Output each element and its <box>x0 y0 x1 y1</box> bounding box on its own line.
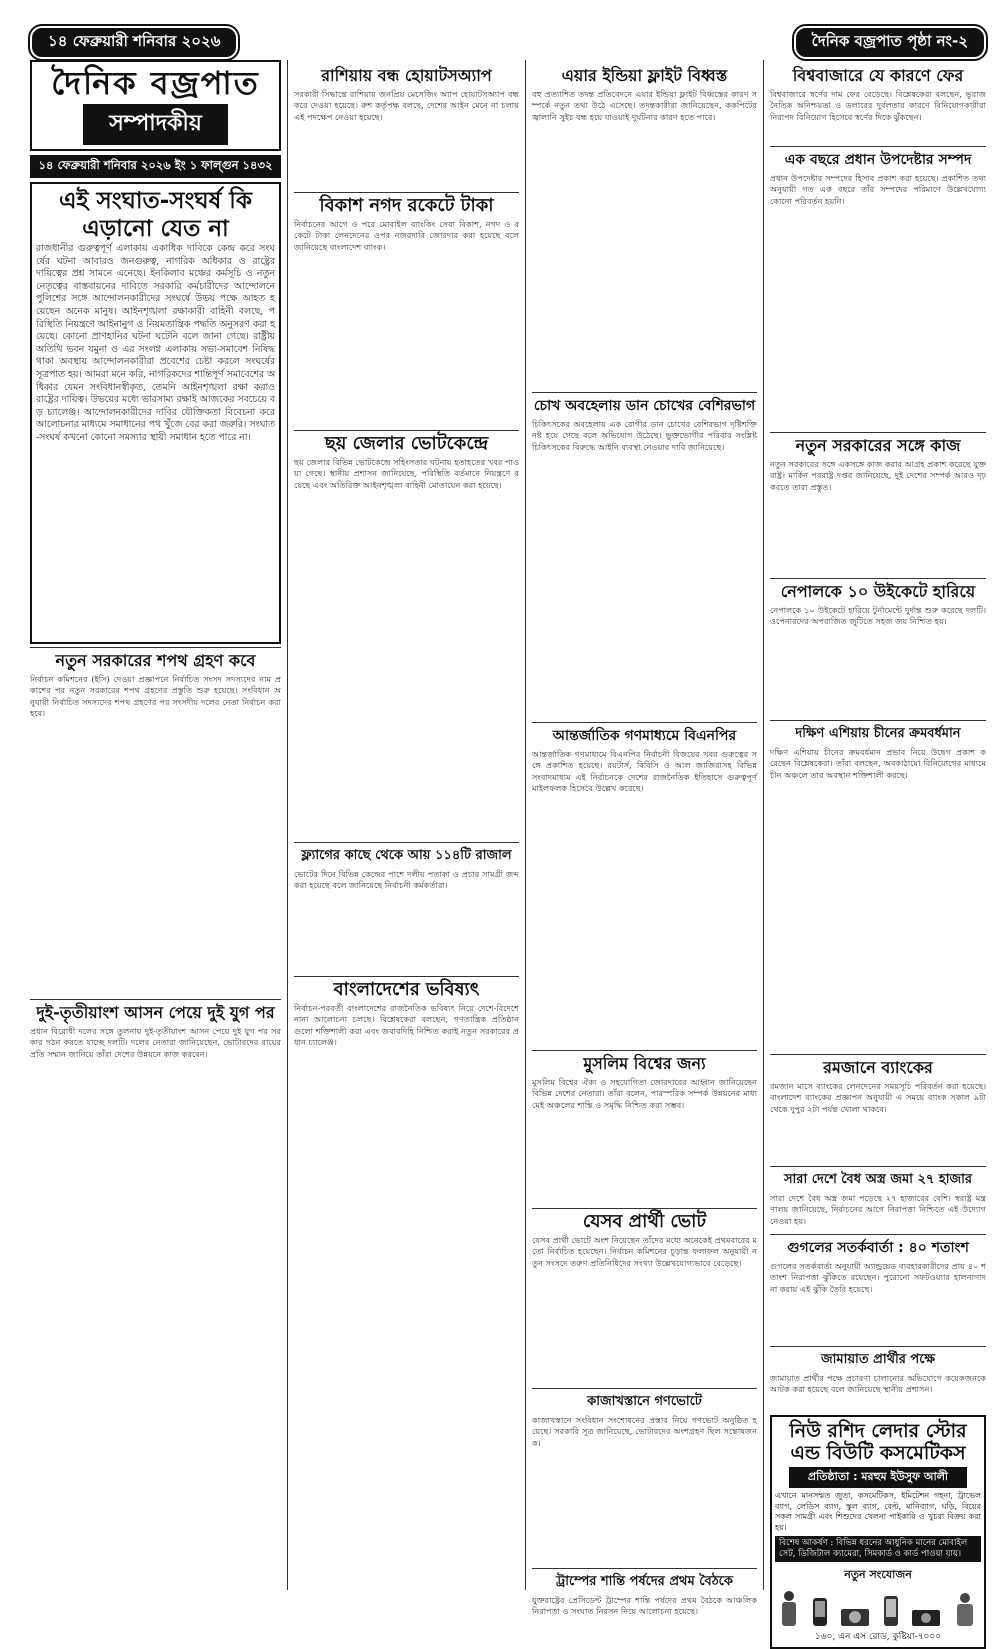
article-title-flag: ফ্ল্যাগের কাছে থেকে আয় ১১৪টি রাজাল <box>294 842 519 866</box>
column-3 <box>526 60 764 1617</box>
article-title-oath: নতুন সরকারের শপথ গ্রহণ কবে <box>30 647 281 671</box>
article-body-nepal: নেপালকে ১০ উইকেটে হারিয়ে টুর্নামেন্টে দুর্দান্ত শুরু করেছে দলটি। ওপেনারদের অপরাজিত জুটিতে সহজ জয় নিশ্চিত হয়। <box>770 605 986 627</box>
person-icon <box>778 1589 800 1627</box>
article-title-candidates: যেসব প্রার্থী ভোট <box>532 1208 757 1232</box>
article-body-bail: জামায়াত প্রার্থীর পক্ষে প্রচারণা চালানোর অভিযোগে কয়েকজনকে আটক করা হয়েছে বলে জানিয়েছে স্থানীয় প্রশাসন। <box>770 1373 986 1395</box>
ad-title: নিউ রশিদ লেদার স্টোর এন্ড বিউটি কসমেটিকস <box>789 1420 967 1464</box>
article-title-nepal: নেপালকে ১০ উইকেটে হারিয়ে <box>770 578 986 602</box>
ad-product-images <box>775 1587 981 1627</box>
article-body-muslim: মুসলিম বিশ্বের ঐক্য ও সহযোগিতা জোরদারের আহ্বান জানিয়েছেন বিভিন্ন দেশের নেতারা। তাঁরা বলেন, পারস্পরিক সম্পর্ক উন্নয়নের মাধ্যমেই অঞ্চলের শান্তি ও সমৃদ্ধি নিশ্চিত করা সম্ভব। <box>532 1077 757 1110</box>
ad-new-label: নতুন সংযোজন <box>844 1568 912 1581</box>
column-4 <box>764 60 986 1642</box>
article-body-trump: যুক্তরাষ্ট্রের প্রেসিডেন্ট ট্রাম্পের শান্তি পর্ষদের প্রথম বৈঠকে আঞ্চলিক নিরাপত্তা ও সংঘাত নিরসন নিয়ে আলোচনা হয়েছে। <box>532 1595 757 1617</box>
article-title-google: গুগলের সতর্কবার্তা : ৪০ শতাংশ <box>770 1234 986 1258</box>
header-date: ১৪ ফেব্রুয়ারী শনিবার ২০২৬ <box>30 26 238 59</box>
editorial-body: রাজধানীর গুরুত্বপূর্ণ এলাকায় একাধিক দাবিকে কেন্দ্র করে সংঘর্ষের ঘটনা আবারও জনগুরুত্ব, নাগরিক অধিকার ও রাষ্ট্রের দায়িত্বের প্রশ্ন সামনে এনেছে। ইনকিলাব মঞ্চের কর্মসূচি ও নতুন নেতৃত্বের বাস্তবায়নের দাবিতে সরকারি কর্মচারীদের আন্দোলনে পুলিশের সঙ্গে আন্দোলনকারীদের সংঘর্ষে উভয় পক্ষে আহত হয়েছেন অনেক মানুষ। আইনশৃঙ্খলা রক্ষাকারী বাহিনী বলছে, পরিস্থিতি নিয়ন্ত্রণে আইনানুগ ও নিয়মতান্ত্রিক পদ্ধতি অনুসরণ করা হয়েছে। কোনো প্রাণহানির ঘটনা ঘটেনি বলে জানা গেছে। রাষ্ট্রীয় অতিথি ভবন যমুনা ও এর সংলগ্ন এলাকায় সভা-সমাবেশ নিষিদ্ধ থাকা অবস্থায় আন্দোলনকারীরা প্রবেশের চেষ্টা করলে সংঘর্ষের সূত্রপাত হয়। আমরা মনে করি, নাগরিকদের শান্তিপূর্ণ সমাবেশের অধিকার যেমন সংবিধানস্বীকৃত, তেমনি আইনশৃঙ্খলা রক্ষা করাও রাষ্ট্রের দায়িত্ব। উভয়ের মধ্যে ভারসাম্য রক্ষাই আজকের সবচেয়ে বড় চ্যালেঞ্জ। আন্দোলনকারীদের দাবির যৌক্তিকতা বিবেচনা করে আলোচনার মাধ্যমে সমাধানের পথ খুঁজে বের করা জরুরি। সংঘাত-সংঘর্ষ কখনো কোনো সমস্যার স্থায়ী সমাধান হতে পারে না। <box>36 243 275 443</box>
newspaper-name: দৈনিক বজ্রপাত <box>51 64 260 102</box>
ad-special: বিশেষ আকর্ষণ : বিভিন্ন ধরনের আধুনিক মানের মোবাইল সেট, ডিজিটাল ক্যামেরা, সিমকার্ড ও কার্ড পাওয়া যায়। <box>775 1536 981 1562</box>
article-title-advisor: এক বছরে প্রধান উপদেষ্টার সম্পদ <box>770 146 986 170</box>
editorial <box>30 182 281 644</box>
article-body-eye: চিকিৎসকের অবহেলায় এক রোগীর ডান চোখের বেশিরভাগ দৃষ্টিশক্তি নষ্ট হয়ে গেছে বলে অভিযোগ উঠেছে। ভুক্তভোগীর পরিবার সংশ্লিষ্ট চিকিৎসকের বিরুদ্ধে আইনি ব্যবস্থা নেওয়ার দাবি জানিয়েছে। <box>532 419 757 452</box>
article-body-future: নির্বাচন-পরবর্তী বাংলাদেশের রাজনৈতিক ভবিষ্যৎ নিয়ে দেশে-বিদেশে নানা আলোচনা চলছে। বিশ্লেষকেরা বলছেন, গণতান্ত্রিক প্রতিষ্ঠানগুলো শক্তিশালী করা এবং জবাবদিহি নিশ্চিত করাই নতুন সরকারের প্রধান চ্যালেঞ্জ। <box>294 1003 519 1047</box>
article-title-airindia: এয়ার ইন্ডিয়া ফ্লাইট বিধ্বস্ত <box>561 66 728 85</box>
article-body-weapons: সারা দেশে বৈধ অস্ত্র জমা পড়েছে ২৭ হাজারের বেশি। স্বরাষ্ট্র মন্ত্রণালয় জানিয়েছে, নির্বাচনের আগে নিরাপত্তা নিশ্চিতে এই উদ্যোগ নেওয়া হয়। <box>770 1193 986 1226</box>
article-title-china: দক্ষিণ এশিয়ায় চীনের ক্রমবর্ধমান <box>770 720 986 744</box>
article-title-newgov: নতুন সরকারের সঙ্গে কাজ <box>770 432 986 456</box>
article-body-flag: ভোটের দিনে বিভিন্ন কেন্দ্রের পাশে দলীয় পতাকা ও প্রচার সামগ্রী জব্দ করা হয়েছে বলে জানিয়েছে নির্বাচনী কর্মকর্তারা। <box>294 869 519 891</box>
article-body-advisor: প্রধান উপদেষ্টার সম্পদের হিসাব প্রকাশ করা হয়েছে। প্রকাশিত তথ্য অনুযায়ী গত এক বছরে তাঁর সম্পদের পরিমাণে উল্লেখযোগ্য কোনো পরিবর্তন হয়নি। <box>770 173 986 206</box>
article-body-bkash: নির্বাচনের আগে ও পরে মোবাইল ব্যাংকিং সেবা বিকাশ, নগদ ও রকেটে টাকা লেনদেনের ওপর নজরদারি জোরদার করা হয়েছে বলে জানিয়েছে বাংলাদেশ ব্যাংক। <box>294 219 519 252</box>
ad-address: ১৬০, এন এস রোড, কুষ্টিয়া-৭০০০ <box>814 1632 942 1642</box>
article-title-russia: রাশিয়ায় বন্ধ হোয়াটসঅ্যাপ <box>321 66 492 85</box>
advertisement <box>770 1415 986 1649</box>
article-body-kazakh: কাজাখস্তানে সংবিধান সংশোধনের প্রস্তাব নিয়ে গণভোট অনুষ্ঠিত হয়েছে। সরকারি সূত্র জানিয়েছে, ভোটারদের অংশগ্রহণ ছিল সন্তোষজনক। <box>532 1415 757 1448</box>
article-title-kazakh: কাজাখস্তানে গণভোটে <box>532 1388 757 1412</box>
section-title: সম্পাদকীয় <box>83 104 228 145</box>
article-title-trump: ট্রাম্পের শান্তি পর্ষদের প্রথম বৈঠকে <box>532 1568 757 1592</box>
article-body-intl-media: আন্তর্জাতিক গণমাধ্যমে বিএনপির নির্বাচনী বিজয়ের খবর গুরুত্বের সঙ্গে প্রকাশিত হয়েছে। রয়টার্স, বিবিসি ও আল জাজিরাসহ বিভিন্ন সংবাদমাধ্যম এই নির্বাচনকে দেশের রাজনৈতিক ইতিহাসে গুরুত্বপূর্ণ মাইলফলক হিসেবে উল্লেখ করেছে। <box>532 749 757 793</box>
column-1 <box>30 60 288 1590</box>
article-title-weapons: সারা দেশে বৈধ অস্ত্র জমা ২৭ হাজার <box>770 1166 986 1190</box>
camera-icon <box>911 1605 941 1627</box>
editorial-title: এই সংঘাত-সংঘর্ষ কি এড়ানো যেত না <box>59 188 252 242</box>
article-title-intl-media: আন্তর্জাতিক গণমাধ্যমে বিএনপির <box>532 722 757 746</box>
ad-description: এখানে মানসম্মত জুতা, কসমেটিকস, ইমিটেশন গহনা, ট্রাভেল ব্যাগ, লেডিস ব্যাগ, স্কুল ব্যাগ, বেল্ট, মানিব্যাগ, ঘড়ি, বিয়ের সকল সামগ্রী এবং শিশুদের খেলনা পাইকারি ও খুচরা বিক্রয় করা হয়। <box>775 1491 981 1532</box>
ad-founder: প্রতিষ্ঠাতা : মরহুম ইউসুফ আলী <box>789 1467 967 1488</box>
masthead <box>30 60 281 151</box>
article-title-future: বাংলাদেশের ভবিষ্যৎ <box>294 976 519 1000</box>
article-title-wb: বিশ্ববাজারে যে কারণে ফের <box>792 66 964 85</box>
article-body-oath: নির্বাচন কমিশনের (ইসি) দেওয়া প্রজ্ঞাপনে নির্বাচিত সংসদ সদস্যদের নাম প্রকাশের পর নতুন সরকারের শপথ গ্রহণের প্রস্তুতি শুরু হয়েছে। সংবিধান অনুযায়ী নির্বাচিত সদস্যদের শপথ গ্রহণের পর সংসদীয় দলের নেতা নির্বাচন করা হবে। <box>30 674 281 718</box>
article-body-ramadan: রমজান মাসে ব্যাংকের লেনদেনের সময়সূচি পরিবর্তন করা হয়েছে। বাংলাদেশ ব্যাংকের প্রজ্ঞাপন অনুযায়ী এ সময়ে ব্যাংক সকাল ৯টা থেকে দুপুর ২টা পর্যন্ত খোলা থাকবে। <box>770 1081 986 1114</box>
article-title-twothirds: দুই-তৃতীয়াংশ আসন পেয়ে দুই যুগ পর <box>30 999 281 1023</box>
header-page-number: দৈনিক বজ্রপাত পৃষ্ঠা নং-২ <box>794 26 986 59</box>
article-body-airindia: বহু প্রত্যাশিত তদন্ত প্রতিবেদনে এয়ার ইন্ডিয়া ফ্লাইট বিধ্বস্তের কারণ সম্পর্কে নতুন তথ্য উঠে এসেছে। তদন্তকারীরা জানিয়েছেন, ককপিটের জ্বালানি সুইচ বন্ধ হয়ে যাওয়াই দুর্ঘটনার কারণ হতে পারে। <box>532 89 757 122</box>
article-title-eye: চোখ অবহেলায় ডান চোখের বেশিরভাগ <box>532 392 757 416</box>
person-icon <box>952 1591 978 1627</box>
article-title-bail: জামায়াত প্রার্থীর পক্ষে <box>770 1346 986 1370</box>
article-title-muslim: মুসলিম বিশ্বের জন্য <box>532 1050 757 1074</box>
article-body-wb: বিশ্ববাজারে স্বর্ণের দাম ফের বেড়েছে। বিশ্লেষকেরা বলছেন, ভূরাজনৈতিক অনিশ্চয়তা ও ডলারের দুর্বলতার কারণে বিনিয়োগকারীরা নিরাপদ বিনিয়োগ হিসেবে স্বর্ণের দিকে ঝুঁকছেন। <box>770 89 986 122</box>
article-body-russia: সরকারী সিদ্ধান্তে রাশিয়ায় জনপ্রিয় মেসেজিং অ্যাপ হোয়াটসঅ্যাপ বন্ধ করে দেওয়া হয়েছে। রুশ কর্তৃপক্ষ বলছে, দেশের আইন মেনে না চলায় এই পদক্ষেপ নেওয়া হয়েছে। <box>294 89 519 122</box>
article-body-google: গুগলের সতর্কবার্তা অনুযায়ী অ্যান্ড্রয়েড ব্যবহারকারীদের প্রায় ৪০ শতাংশ নিরাপত্তা ঝুঁকিতে রয়েছেন। পুরোনো সফটওয়্যার হালনাগাদ না করায় এই ঝুঁকি তৈরি হয়েছে। <box>770 1261 986 1294</box>
article-body-candidates: যেসব প্রার্থী ভোটে অংশ নিয়েছেন তাঁদের মধ্যে অনেকেই প্রথমবারের মতো নির্বাচিত হয়েছেন। নির্বাচন কমিশনের চূড়ান্ত ফলাফল অনুযায়ী নতুন সংসদে তরুণ প্রতিনিধিদের সংখ্যা উল্লেখযোগ্যভাবে বেড়েছে। <box>532 1235 757 1268</box>
article-title-bkash: বিকাশ নগদ রকেটে টাকা <box>294 192 519 216</box>
editorial-dateline: ১৪ ফেব্রুয়ারী শনিবার ২০২৬ ইং ১ ফাল্গুন ১৪৩২ <box>30 155 281 178</box>
article-body-china: দক্ষিণ এশিয়ায় চীনের ক্রমবর্ধমান প্রভাব নিয়ে উদ্বেগ প্রকাশ করেছেন বিশ্লেষকেরা। তাঁরা বলছেন, অবকাঠামো বিনিয়োগের মাধ্যমে চীন অঞ্চলে তার অবস্থান শক্তিশালী করছে। <box>770 747 986 780</box>
article-body-newgov: নতুন সরকারের সঙ্গে একসঙ্গে কাজ করার আগ্রহ প্রকাশ করেছে যুক্তরাষ্ট্র। মার্কিন পররাষ্ট্র দপ্তর জানিয়েছে, দুই দেশের সম্পর্ক আরও দৃঢ় করতে তারা প্রস্তুত। <box>770 459 986 492</box>
article-body-six-districts: ছয় জেলার বিভিন্ন ভোটকেন্দ্রে সহিংসতার ঘটনায় হতাহতের খবর পাওয়া গেছে। স্থানীয় প্রশাসন জানিয়েছে, পরিস্থিতি বর্তমানে নিয়ন্ত্রণে রয়েছে এবং অতিরিক্ত আইনশৃঙ্খলা বাহিনী মোতায়েন করা হয়েছে। <box>294 457 519 490</box>
mobile-phone-icon <box>882 1595 900 1627</box>
article-title-six-districts: ছয় জেলার ভোটকেন্দ্রে <box>294 430 519 454</box>
camera-icon <box>840 1603 870 1627</box>
article-body-twothirds: প্রধান বিরোধী দলের সঙ্গে তুলনায় দুই-তৃতীয়াংশ আসন পেয়ে দুই যুগ পর সরকার গঠন করতে যাচ্ছে দলটি। দলের নেতারা জানিয়েছেন, ভোটারদের রায়ের প্রতি সম্মান জানিয়ে তাঁরা দেশের উন্নয়নে কাজ করবেন। <box>30 1026 281 1059</box>
column-2 <box>288 60 526 1590</box>
article-title-ramadan: রমজানে ব্যাংকের <box>770 1054 986 1078</box>
mobile-phone-icon <box>811 1597 829 1627</box>
page-header <box>30 30 986 54</box>
